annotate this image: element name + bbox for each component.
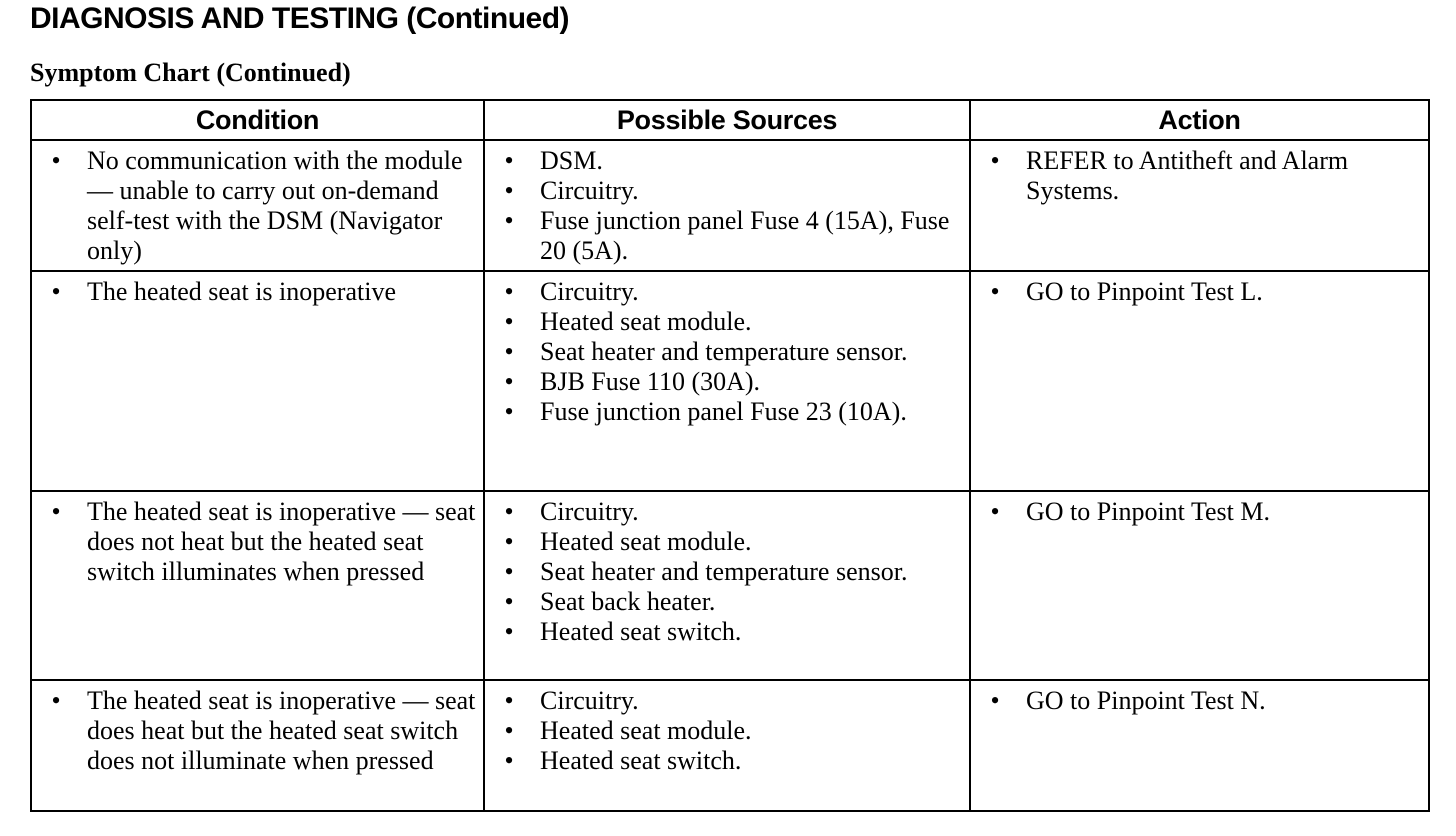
condition-cell: [31, 140, 484, 271]
action-cell: [970, 491, 1429, 680]
possible-sources-cell: [484, 680, 970, 811]
list-item: • Heated seat module.: [485, 307, 963, 337]
bullet-icon: •: [990, 277, 1000, 306]
condition-cell: [31, 491, 484, 680]
action-cell: [970, 140, 1429, 271]
list-item: • The heated seat is inoperative — seat does heat but the heated seat switch does not illuminate when pressed: [32, 686, 477, 776]
condition-cell: [31, 680, 484, 811]
bullet-icon: •: [990, 497, 1000, 526]
table-row: [31, 140, 1429, 271]
bullet-icon: •: [504, 557, 514, 586]
bullet-icon: •: [51, 277, 61, 306]
list-item: • Fuse junction panel Fuse 4 (15A), Fuse 20 (5A).: [485, 206, 963, 266]
bullet-icon: •: [504, 497, 514, 526]
list-item: • Heated seat module.: [485, 716, 963, 746]
bullet-icon: •: [51, 497, 61, 526]
table-header-row: [31, 100, 1429, 140]
table-row: [31, 680, 1429, 811]
bullet-icon: •: [504, 337, 514, 366]
list-item: • Heated seat switch.: [485, 746, 963, 776]
list-item: • The heated seat is inoperative — seat does not heat but the heated seat switch illuminates when pressed: [32, 497, 477, 587]
bullet-icon: •: [504, 587, 514, 616]
list-item: • GO to Pinpoint Test N.: [971, 686, 1422, 716]
bullet-icon: •: [504, 176, 514, 205]
action-cell: [970, 680, 1429, 811]
column-header-possible-sources: Possible Sources: [484, 100, 970, 140]
condition-cell: [31, 271, 484, 491]
list-item: • Circuitry.: [485, 497, 963, 527]
possible-sources-cell: [484, 140, 970, 271]
bullet-icon: •: [504, 617, 514, 646]
section-title: Symptom Chart (Continued): [30, 58, 351, 87]
table-row: [31, 491, 1429, 680]
bullet-icon: •: [504, 367, 514, 396]
list-item: • Seat heater and temperature sensor.: [485, 337, 963, 367]
list-item: • Seat back heater.: [485, 587, 963, 617]
list-item: • REFER to Antitheft and Alarm Systems.: [971, 146, 1422, 206]
bullet-icon: •: [51, 146, 61, 175]
bullet-icon: •: [504, 746, 514, 775]
list-item: • Seat heater and temperature sensor.: [485, 557, 963, 587]
list-item: • GO to Pinpoint Test M.: [971, 497, 1422, 527]
bullet-icon: •: [504, 206, 514, 235]
list-item: • GO to Pinpoint Test L.: [971, 277, 1422, 307]
possible-sources-cell: [484, 271, 970, 491]
bullet-icon: •: [504, 686, 514, 715]
list-item: • No communication with the module — unable to carry out on-demand self-test with the DSM (Navigator only): [32, 146, 477, 266]
bullet-icon: •: [504, 716, 514, 745]
bullet-icon: •: [504, 397, 514, 426]
possible-sources-cell: [484, 491, 970, 680]
list-item: • Circuitry.: [485, 176, 963, 206]
list-item: • BJB Fuse 110 (30A).: [485, 367, 963, 397]
list-item: • The heated seat is inoperative: [32, 277, 477, 307]
column-header-condition: Condition: [31, 100, 484, 140]
list-item: • Heated seat module.: [485, 527, 963, 557]
list-item: • Fuse junction panel Fuse 23 (10A).: [485, 397, 963, 427]
bullet-icon: •: [504, 277, 514, 306]
list-item: • Heated seat switch.: [485, 617, 963, 647]
column-header-action: Action: [970, 100, 1429, 140]
bullet-icon: •: [504, 146, 514, 175]
list-item: • Circuitry.: [485, 686, 963, 716]
table-row: [31, 271, 1429, 491]
bullet-icon: •: [504, 527, 514, 556]
list-item: • DSM.: [485, 146, 963, 176]
symptom-chart-table: [30, 99, 1430, 812]
list-item: • Circuitry.: [485, 277, 963, 307]
bullet-icon: •: [990, 686, 1000, 715]
bullet-icon: •: [504, 307, 514, 336]
page-title: DIAGNOSIS AND TESTING (Continued): [30, 2, 570, 35]
bullet-icon: •: [51, 686, 61, 715]
action-cell: [970, 271, 1429, 491]
bullet-icon: •: [990, 146, 1000, 175]
